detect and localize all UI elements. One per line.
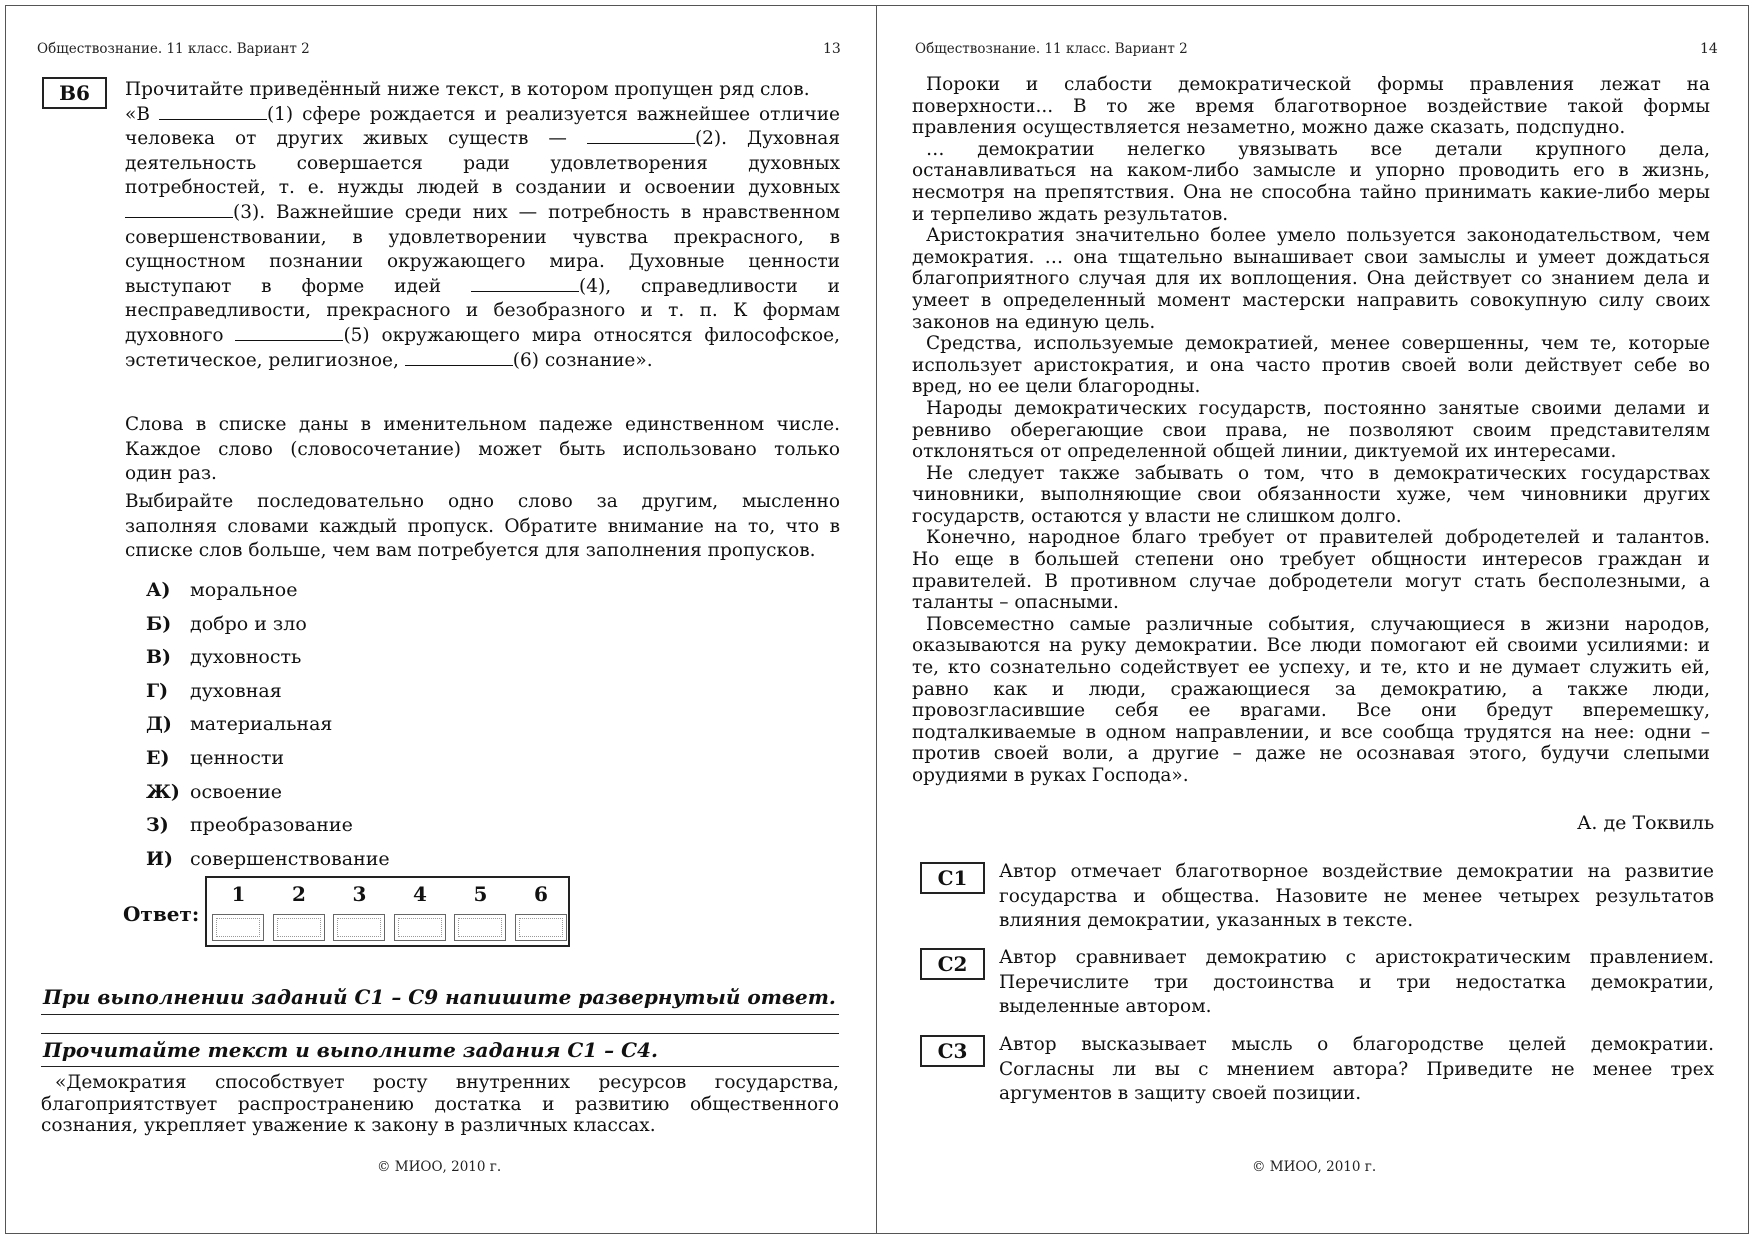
text-line: выделенные автором.: [999, 996, 1212, 1017]
blank-gap: [587, 127, 695, 144]
task-c3-text: [999, 1033, 1714, 1107]
task-c1-text: [999, 860, 1714, 934]
source-text: [912, 74, 1710, 787]
text-line: правителей. В противном случае добродетели могут стать бесполезными, а: [912, 570, 1710, 592]
text-line: Перечислите три достоинства и три недостатка демократии,: [999, 971, 1714, 993]
instructions-2: [125, 490, 840, 564]
option-letter: З): [146, 814, 169, 837]
answer-cell[interactable]: [394, 914, 446, 941]
task-text-line: [125, 250, 840, 275]
task-text-line: [125, 127, 840, 152]
answer-column-number: 3: [352, 882, 367, 906]
answer-cell[interactable]: [273, 914, 325, 941]
answer-column-number: 5: [473, 882, 488, 906]
option-letter: Г): [146, 679, 169, 702]
text-line: подталкиваемые в одном направлении, и все сообща трудятся на нее: одни –: [912, 721, 1710, 743]
page-number: 13: [823, 41, 841, 57]
task-c1-label: C1: [920, 862, 985, 894]
option-text: материальная: [190, 713, 333, 736]
text-fragment: (4), справедливости и: [578, 275, 840, 297]
answer-column-number: 6: [534, 882, 548, 906]
text-line: правления осуществляется незаметно, можно даже сказать, подспудно.: [912, 117, 1626, 139]
option-item: [146, 713, 546, 739]
option-text: добро и зло: [190, 612, 307, 635]
task-c2-label: C2: [920, 948, 985, 980]
text-line: заполняя словами каждый пропуск. Обратите внимание на то, что в: [125, 515, 840, 537]
text-line: использует аристократия, и она часто против своей воли действует себе во: [912, 354, 1710, 376]
text-line: «Демократия способствует росту внутренних ресурсов государства,: [55, 1072, 839, 1093]
text-fragment: духовного: [125, 324, 236, 346]
task-c3-label: C3: [920, 1035, 985, 1067]
text-line: ревниво оберегающие свои права, не позволяют своим представителям: [912, 419, 1710, 441]
text-fragment: сущностном познании окружающего мира. Духовные ценности: [125, 251, 840, 273]
blank-gap: [159, 103, 267, 120]
blank-gap: [125, 201, 233, 218]
task-text-line: [125, 349, 840, 374]
option-text: освоение: [190, 780, 283, 803]
option-item: [146, 781, 546, 807]
option-letter: В): [146, 646, 172, 669]
text-line: … демократии нелегко увязывать все детали крупного дела,: [926, 138, 1710, 160]
text-line: вред, но ее цели благородны.: [912, 376, 1201, 398]
text-fragment: (5) окружающего мира относятся философское,: [343, 324, 840, 346]
text-line: законов на единую цель.: [912, 311, 1156, 333]
blank-gap: [235, 324, 343, 341]
footer: © МИОО, 2010 г.: [1252, 1159, 1377, 1175]
right-page: [876, 5, 1749, 1234]
task-text-line: [125, 201, 840, 226]
text-fragment: эстетическое, религиозное,: [125, 349, 405, 371]
divider: [41, 1033, 839, 1034]
option-item: [146, 814, 546, 840]
task-text-line: [125, 226, 840, 251]
text-line: умеет в определенный момент мастерски направить совокупную силу своих: [912, 289, 1710, 311]
text-line: один раз.: [125, 463, 217, 485]
text-line: против своей воли, а другие – даже не осознавая этого, будучи слепыми: [912, 743, 1710, 765]
option-letter: Д): [146, 713, 172, 736]
text-line: сознания, укрепляет уважение к закону в различных классах.: [41, 1115, 656, 1136]
option-letter: Е): [146, 747, 170, 769]
option-item: [146, 747, 546, 773]
text-line: оказываются на руку демократии. Все люди помогают ей своими усилиями: и: [912, 635, 1710, 657]
task-text-line: [125, 299, 840, 324]
text-line: Автор высказывает мысль о благородстве целей демократии.: [999, 1034, 1714, 1055]
text-line: чиновники, выполняющие свои обязанности хуже, чем чиновники других: [912, 484, 1710, 506]
task-text-line: [125, 103, 840, 128]
text-line: государств, остаются у власти не слишком долго.: [912, 505, 1402, 527]
text-line: влияния демократии, указанных в тексте.: [999, 910, 1414, 931]
footer: © МИОО, 2010 г.: [377, 1159, 502, 1175]
answer-table: [205, 876, 570, 947]
blank-gap: [471, 275, 579, 292]
option-item: [146, 680, 546, 706]
text-line: орудиями в руках Господа».: [912, 765, 1189, 786]
text-line: Аристократия значительно более умело пользуется законодательством, чем: [926, 225, 1710, 247]
running-header: Обществознание. 11 класс. Вариант 2: [37, 41, 310, 57]
answer-cell[interactable]: [333, 914, 385, 941]
blank-gap: [405, 349, 513, 366]
task-text-line: [125, 152, 840, 177]
answer-cell[interactable]: [515, 914, 567, 941]
text-line: и терпеливо ждать результатов.: [912, 203, 1229, 225]
option-text: моральное: [190, 579, 298, 601]
option-text: духовная: [190, 679, 282, 702]
left-page: [5, 5, 877, 1234]
text-line: провозгласившие себя ее врагами. Все они бредут вперемешку,: [912, 700, 1710, 722]
text-fragment: «В: [125, 103, 159, 125]
text-fragment: совершенствовании, в удовлетворении чувства прекрасного, в: [125, 226, 840, 248]
text-line: несмотря на препятствия. Она не способна тайно принимать какие-либо меры: [912, 181, 1710, 203]
answer-column-number: 4: [413, 882, 427, 906]
text-line: Народы демократических государств, постоянно занятые своими делами и: [926, 397, 1710, 419]
divider: [41, 1066, 839, 1067]
answer-column-number: 2: [292, 882, 306, 906]
option-text: преобразование: [190, 814, 353, 837]
instruction-text: Прочитайте текст и выполните задания С1 – С4.: [43, 1038, 658, 1062]
answer-column-number: 1: [231, 882, 246, 906]
task-intro: Прочитайте приведённый ниже текст, в котором пропущен ряд слов.: [125, 79, 810, 100]
option-letter: А): [146, 579, 171, 601]
option-text: ценности: [190, 747, 285, 769]
text-line: Не следует также забывать о том, что в демократических государствах: [926, 462, 1710, 484]
option-letter: И): [146, 847, 173, 870]
source-text-start: [41, 1072, 839, 1137]
task-b6-text: [125, 78, 840, 373]
text-line: благоприятного случая для их воплощения. Она действует со знанием дела и: [912, 268, 1710, 290]
task-text-line: [125, 324, 840, 349]
running-header: Обществознание. 11 класс. Вариант 2: [915, 41, 1188, 57]
text-fragment: несправедливости, прекрасного и безобразного и т. п. К формам: [125, 300, 840, 322]
option-item: [146, 579, 546, 605]
page-number: 14: [1700, 41, 1718, 57]
text-fragment: человека от других живых существ —: [125, 128, 587, 150]
text-line: Каждое слово (словосочетание) может быть использовано только: [125, 438, 840, 460]
answer-cell[interactable]: [212, 914, 264, 941]
text-line: Автор отмечает благотворное воздействие демократии на развитие: [999, 861, 1714, 882]
text-fragment: потребностей, т. е. нужды людей в создании и освоении духовных: [125, 177, 840, 199]
option-item: [146, 613, 546, 639]
instructions-1: [125, 413, 840, 487]
divider: [41, 1014, 839, 1015]
option-item: [146, 848, 546, 874]
text-line: Средства, используемые демократией, менее совершенны, чем те, которые: [926, 333, 1710, 355]
task-text-line: [125, 176, 840, 201]
answer-label: Ответ:: [123, 902, 200, 926]
text-line: благоприятствует распространению достатка и развитию общественного: [41, 1093, 839, 1115]
answer-cell[interactable]: [454, 914, 506, 941]
option-letter: Б): [146, 612, 172, 635]
text-line: таланты – опасными.: [912, 592, 1119, 614]
text-line: Автор сравнивает демократию с аристократическим правлением.: [999, 947, 1714, 968]
task-b6-label: B6: [42, 77, 107, 109]
text-fragment: (3). Важнейшие среди них — потребность в нравственном: [233, 201, 840, 223]
option-text: духовность: [190, 646, 302, 669]
text-line: поверхности... В то же время благотворное воздействие такой формы: [912, 95, 1710, 117]
author: А. де Токвиль: [1577, 812, 1715, 834]
text-line: Конечно, народное благо требует от правителей добродетелей и талантов.: [926, 527, 1710, 549]
option-item: [146, 646, 546, 672]
text-fragment: (6) сознание».: [512, 349, 653, 371]
option-text: совершенствование: [190, 847, 390, 870]
text-line: Повсеместно самые различные события, случающиеся в жизни народов,: [926, 613, 1710, 635]
text-line: демократия. … она тщательно вынашивает свои замыслы и умеет дождаться: [912, 246, 1710, 268]
task-text-line: [125, 275, 840, 300]
text-line: Но еще в большей степени оно требует общности интересов граждан и: [912, 549, 1710, 571]
text-line: списке слов больше, чем вам потребуется для заполнения пропусков.: [125, 540, 816, 562]
text-line: те, кто сознательно содействует ее успеху, и те, кто и не думает служить ей,: [912, 657, 1710, 679]
option-letter: Ж): [146, 780, 180, 803]
text-line: отклоняться от определенной общей линии, диктуемой их интересами.: [912, 441, 1617, 463]
text-line: Пороки и слабости демократической формы правления лежат на: [926, 74, 1710, 95]
instruction-c: При выполнении заданий С1 – С9 напишите развернутый ответ.: [43, 985, 836, 1009]
text-line: Слова в списке даны в именительном падеже единственном числе.: [125, 414, 840, 435]
text-line: равно как и люди, сражающиеся за демократию, а также люди,: [912, 678, 1710, 700]
text-line: аргументов в защиту своей позиции.: [999, 1083, 1362, 1104]
text-fragment: выступают в форме идей: [125, 275, 471, 297]
task-c2-text: [999, 946, 1714, 1020]
text-fragment: деятельность совершается ради удовлетворения духовных: [125, 152, 840, 174]
text-fragment: (1) сфере рождается и реализуется важнейшее отличие: [266, 103, 841, 125]
text-line: останавливаться на каком-либо замысле и упорно проводить его в жизнь,: [912, 160, 1710, 182]
text-line: государства и общества. Назовите не менее четырех результатов: [999, 885, 1714, 907]
text-line: Согласны ли вы с мнением автора? Приведите не менее трех: [999, 1058, 1714, 1080]
text-fragment: (2). Духовная: [694, 128, 840, 150]
text-line: Выбирайте последовательно одно слово за другим, мысленно: [125, 491, 840, 512]
